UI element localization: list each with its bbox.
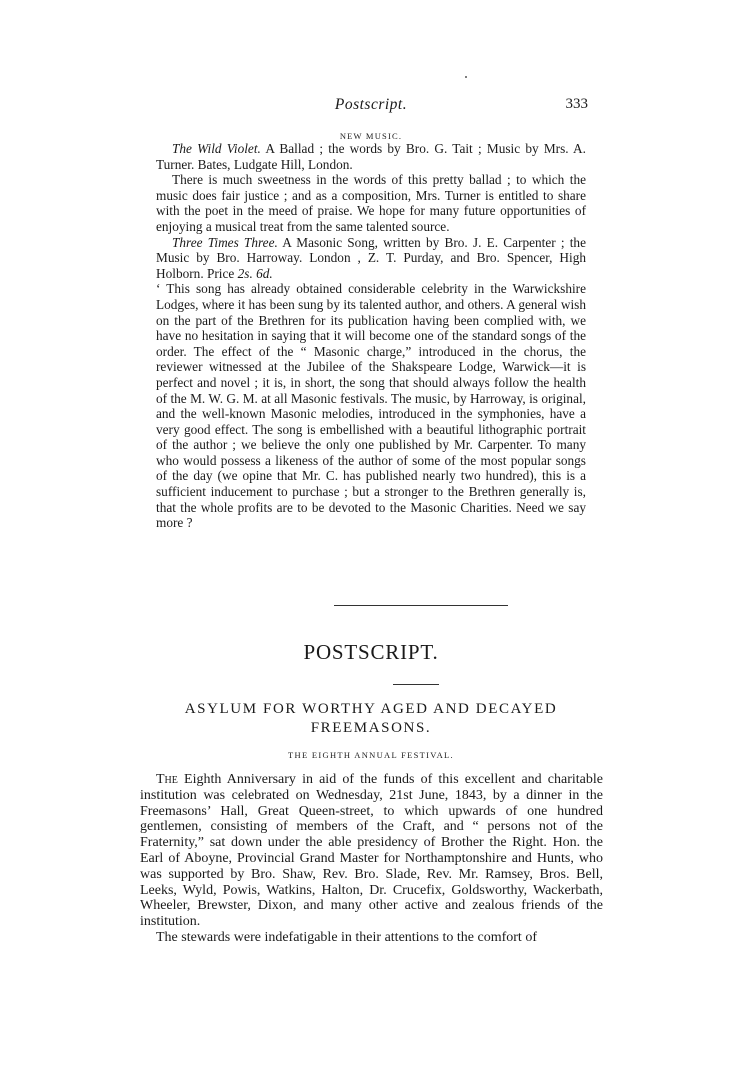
running-head: [156, 96, 586, 116]
review-three-times-three: [156, 235, 586, 282]
review-title: Three Times Three.: [172, 234, 278, 250]
article-paragraph: [140, 772, 603, 930]
postscript-title: POSTSCRIPT.: [303, 640, 439, 664]
section-divider-rule: [334, 605, 508, 606]
article-heading: ASYLUM FOR WORTHY AGED AND DECAYED FREEMASONS.: [184, 701, 558, 736]
review-text: A Ballad ; the words by Bro. G. Tait ; Music by Mrs. A. Turner. Bates, Ludgate Hill, London.: [156, 141, 586, 172]
scan-speck: [465, 76, 467, 78]
review-paragraph: ‘ This song has already obtained considerable celebrity in the Warwickshire Lodges, where it has been sung by its talented author, and others. A general wish on the part of the Brethren for its publication having been complied with, we have no hesitation in saying that it will become one of the standard songs of the order. The effect of the “ Masonic charge,” introduced in the chorus, the reviewer witnessed at the Jubilee of the Shakspeare Lodge, Warwick—it is perfect and novel ; it is, in short, the song that should always follow the health of the M. W. G. M. at all Masonic festivals. The music, by Harroway, is original, and the well-known Masonic melodies, introduced in the symphonies, have a very good effect. The song is embellished with a beautiful lithographic portrait of the author ; we believe the only one published by Mr. Carpenter. To many who would possess a likeness of the author of some of the most popular songs of the day (we opine that Mr. C. has published nearly two hundred), this is a sufficient inducement to purchase ; but a stronger to the Brethren generally is, that the whole profits are to be devoted to the Masonic Charities. Need we say more ?: [156, 281, 586, 531]
review-title: The Wild Violet.: [172, 141, 261, 156]
festival-article: [140, 772, 603, 946]
article-paragraph: The stewards were indefatigable in their attentions to the comfort of: [156, 929, 537, 945]
lead-word: The: [156, 772, 178, 787]
new-music-section: [156, 131, 586, 531]
review-paragraph: There is much sweetness in the words of this pretty ballad ; to which the music does fair justice ; and as a composition, Mrs. Turner is entitled to share with the poet in the meed of praise. We hope for many future opportunities of enjoying a musical treat from the same talented source.: [156, 172, 586, 234]
review-text: A Masonic Song, written by Bro. J. E. Carpenter ; the Music by Bro. Harroway. London , Z. T. Purday, and Bro. Spencer, High Holborn. Price: [156, 234, 586, 281]
running-title: Postscript.: [334, 96, 408, 113]
article-text: Eighth Anniversary in aid of the funds of this excellent and charitable institution was celebrated on Wednesday, 21st June, 1843, by a dinner in the Freemasons’ Hall, Great Queen-street, to which upwards of one hundred gentlemen, consisting of members of the Craft, and “ persons not of the Fraternity,” sat down under the able presidency of Brother the Right. Hon. the Earl of Aboyne, Provincial Grand Master for Northamptonshire and Hunts, who was supported by Bro. Shaw, Rev. Bro. Slade, Rev. Mr. Ramsey, Bros. Bell, Leeks, Wyld, Powis, Watkins, Halton, Dr. Crucefix, Goldsworthy, Wackerbath, Wheeler, Brewster, Dixon, and many other active and zealous friends of the institution.: [140, 772, 603, 930]
title-divider-rule: [393, 684, 439, 685]
review-wild-violet: [156, 141, 586, 172]
review-price: 2s. 6d.: [237, 265, 273, 281]
section-label-new-music: NEW MUSIC.: [339, 131, 403, 141]
article-subheading: THE EIGHTH ANNUAL FESTIVAL.: [288, 750, 454, 760]
page-number: 333: [565, 96, 588, 112]
